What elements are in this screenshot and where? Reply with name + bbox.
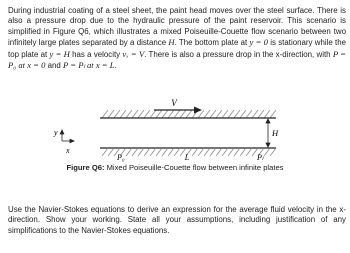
top-plate-condition: y = H <box>49 48 70 59</box>
top-plate-hatching <box>102 110 276 118</box>
flow-diagram <box>0 92 350 162</box>
problem-statement <box>8 6 346 71</box>
intro-text: During industrial coating of a steel sheet, the paint head moves over the steel surface. There is also a pressure drop due to the hydraulic pressure of the paint reservoir. This scenario is simplified in Figure Q6, which illustrates a mixed Poiseuille-Couette flow scenario between two infinitely large plates separated by a distance <box>8 6 346 48</box>
intro-text-3: is stationary while the top plate at <box>8 38 346 59</box>
intro-text-end: . <box>114 61 117 71</box>
intro-text-4: has a velocity <box>69 49 123 59</box>
figure-number: Figure Q6: <box>66 163 105 172</box>
gap-label: H <box>272 128 279 138</box>
velocity-label: V <box>171 98 177 108</box>
task-statement: Use the Navier-Stokes equations to derive an expression for the average fluid velocity in the x-direction. Show your working. State all your assumptions, including justification of any simplifications to the Navier-Stokes equations. <box>8 205 346 235</box>
intro-text-2: . The bottom plate at <box>174 38 250 48</box>
inlet-pressure-label: P₀ <box>117 153 125 162</box>
intro-text-5: . There is also a pressure drop in the x-direction, with <box>144 49 333 59</box>
coordinate-axes <box>60 130 74 143</box>
y-axis-label: y <box>54 128 58 137</box>
figure-caption <box>0 163 350 172</box>
intro-text-6: and <box>45 61 63 71</box>
bottom-plate-condition: y = 0 <box>249 37 268 48</box>
length-label: L <box>184 153 190 162</box>
velocity-condition: vₓ = V <box>122 48 145 59</box>
plate-gap-variable: H <box>168 37 175 48</box>
caption-text: Mixed Poiseuille-Couette flow between infinite plates <box>104 163 284 172</box>
x-axis-label: x <box>66 146 70 155</box>
outlet-pressure-condition: P = Pₗ at x = L <box>63 60 115 71</box>
inlet-pressure-condition: P = P₀ at x = 0 <box>8 48 346 71</box>
outlet-pressure-label: Pₗ <box>257 153 264 162</box>
gap-dimension-arrow <box>266 119 270 147</box>
